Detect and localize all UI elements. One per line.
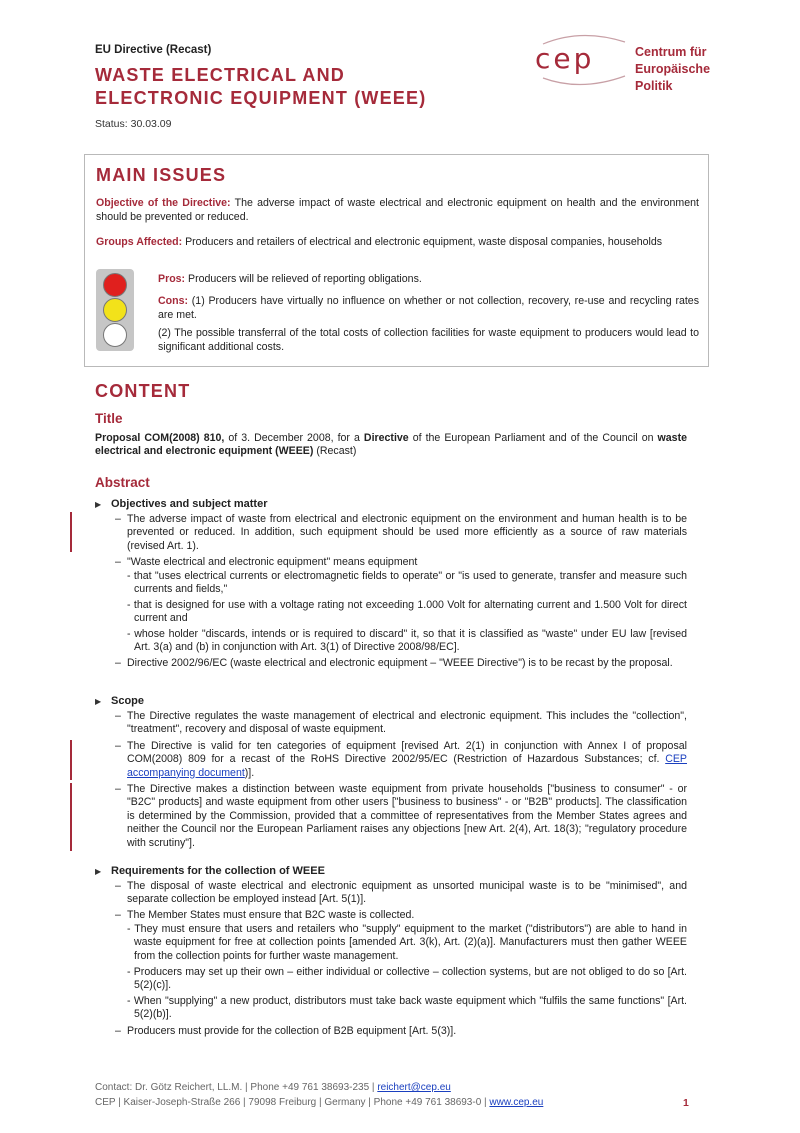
scope-item-2-end: )]. <box>244 766 255 779</box>
section-objectives-label: Objectives and subject matter <box>111 498 268 510</box>
scope-item-2 <box>127 740 687 780</box>
white-light <box>103 323 127 347</box>
objectives-sub-2: - that is designed for use with a voltage rating not exceeding 1.000 Volt for alternating current and 1.500 Volt for direct current and <box>127 599 687 625</box>
main-issues-box <box>84 154 709 367</box>
footer-contact <box>95 1082 451 1093</box>
requirements-item-3: Producers must provide for the collection of B2B equipment [Art. 5(3)]. <box>127 1025 457 1037</box>
email-link[interactable]: reichert@cep.eu <box>377 1082 451 1093</box>
cep-accompanying-document-link[interactable]: CEP accompanying document <box>127 753 687 779</box>
requirements-item-1: The disposal of waste electrical and electronic equipment as unsorted municipal waste is to be "minimised", and separate collection be employed instead [Art. 5(1)]. <box>127 880 687 906</box>
pros-paragraph <box>158 272 699 286</box>
dash-icon: – <box>115 513 121 525</box>
title-heading: Title <box>95 411 123 426</box>
objectives-sub-3: - whose holder "discards, intends or is required to discard" it, so that it is classified as "waste" under EU law [revised Art. 3(a) and (b) in conjunction with Art. 3(1) of Directive 2008/98/EC]. <box>127 628 687 654</box>
dash-icon: – <box>115 657 121 669</box>
objective-label: Objective of the Directive: <box>96 197 231 209</box>
pros-label: Pros: <box>158 273 186 285</box>
objective-text: The adverse impact of waste electrical and electronic equipment on health and the environment should be prevented or reduced. <box>96 197 699 223</box>
proposal-directive: Directive <box>363 432 409 444</box>
objectives-sub-1: - that "uses electrical currents or electromagnetic fields to operate" or "is used to generate, transfer and measure such currents and fields," <box>127 570 687 596</box>
logo-line-2: Europäische Politik <box>635 62 711 93</box>
proposal-text-3: (Recast) <box>313 445 357 458</box>
section-requirements-label: Requirements for the collection of WEEE <box>111 865 325 877</box>
website-link[interactable]: www.cep.eu <box>489 1097 544 1108</box>
objective-paragraph <box>96 196 699 224</box>
document-title <box>95 64 426 110</box>
title-line-1: WASTE ELECTRICAL AND <box>95 65 346 85</box>
objectives-item-2: "Waste electrical and electronic equipment" means equipment <box>127 556 418 568</box>
triangle-bullet-icon: ▶ <box>95 697 102 706</box>
requirements-sub-3: - When "supplying" a new product, distributors must take back waste equipment which "fulfils the same functions" [Art. 5(2)(b)]. <box>127 995 687 1021</box>
dash-icon: – <box>115 556 121 568</box>
dash-icon: – <box>115 909 121 921</box>
cons-paragraph-1 <box>158 294 699 322</box>
scope-item-3: The Directive makes a distinction between waste equipment from private households ["business to consumer" - or "B2C" products] and waste equipment from other users ["business to business" - or "B2B" products]. The classification is determined by the Commission, provided that a committee of representatives from the Member States agrees and neither the Council nor the European Parliament raises any objections [new Art. 2(4), Art. 18(3); "regulatory procedure with scrutiny"]. <box>127 783 687 849</box>
page-number: 1 <box>683 1097 689 1109</box>
cons-paragraph-2: (2) The possible transferral of the total costs of collection facilities for waste equipment to producers would lead to significant additional costs. <box>158 327 699 353</box>
change-bar <box>70 783 72 851</box>
triangle-bullet-icon: ▶ <box>95 867 102 876</box>
footer-address-text: CEP | Kaiser-Joseph-Straße 266 | 79098 Freiburg | Germany | Phone +49 761 38693-0 | <box>95 1097 490 1108</box>
section-scope <box>95 695 144 707</box>
dash-icon: – <box>115 710 121 722</box>
section-objectives <box>95 498 268 510</box>
requirements-sub-1: - They must ensure that users and retailers who "supply" equipment to the market ("distributors") are able to hand in waste equipment for free at collection points [amended Art. 3(k), Art. (2)(a)]. Manufacturers must then gather WEEE from the collection points for further waste management. <box>127 923 687 962</box>
scope-item-2-text: The Directive is valid for ten categories of equipment [revised Art. 2(1) in conjunction with Annex I of proposal COM(2008) 809 for a recast of the RoHS Directive 2002/95/EC (Restriction of Hazardous Substances; cf. <box>127 740 687 766</box>
dash-icon: – <box>115 880 121 892</box>
triangle-bullet-icon: ▶ <box>95 500 102 509</box>
proposal-text-1: of 3. December 2008, for a <box>224 432 364 444</box>
logo-text <box>635 44 735 95</box>
section-requirements <box>95 865 325 877</box>
yellow-light <box>103 298 127 322</box>
change-bar <box>70 740 72 780</box>
proposal-number: Proposal COM(2008) 810, <box>95 432 225 444</box>
footer-contact-text: Contact: Dr. Götz Reichert, LL.M. | Phone +49 761 38693-235 | <box>95 1082 378 1093</box>
requirements-sub-2: - Producers may set up their own – either individual or collective – collection systems, but are not obliged to do so [Art. 5(2)(c)]. <box>127 966 687 992</box>
proposal-title <box>95 432 687 459</box>
main-issues-heading: MAIN ISSUES <box>96 165 227 185</box>
groups-paragraph <box>96 235 699 249</box>
content-heading: CONTENT <box>95 381 191 401</box>
dash-icon: – <box>115 740 121 752</box>
objectives-item-3: Directive 2002/96/EC (waste electrical and electronic equipment – "WEEE Directive") is to be recast by the proposal. <box>127 657 673 669</box>
proposal-text-2: of the European Parliament and of the Council on <box>408 432 658 444</box>
red-light <box>103 273 127 297</box>
change-bar <box>70 512 72 552</box>
cons-text-1: (1) Producers have virtually no influence on whether or not collection, recovery, re-use and recycling rates are met. <box>158 295 699 321</box>
scope-item-1: The Directive regulates the waste management of electrical and electronic equipment. This includes the "collection", "treatment", recovery and disposal of waste equipment. <box>127 710 687 736</box>
cep-logo <box>535 30 735 93</box>
title-line-2: ELECTRONIC EQUIPMENT (WEEE) <box>95 88 427 108</box>
logo-line-1: Centrum für <box>635 45 707 59</box>
section-scope-label: Scope <box>111 695 145 707</box>
abstract-heading: Abstract <box>95 475 150 490</box>
proposal-subject: waste electrical and electronic equipment (WEEE) <box>95 432 687 458</box>
cons-label: Cons: <box>158 295 189 307</box>
requirements-item-2: The Member States must ensure that B2C waste is collected. <box>127 909 415 921</box>
traffic-light-icon <box>96 269 134 351</box>
status-date: Status: 30.03.09 <box>95 118 172 130</box>
groups-label: Groups Affected: <box>96 236 183 248</box>
dash-icon: – <box>115 1025 121 1037</box>
dash-icon: – <box>115 783 121 795</box>
footer-address <box>95 1097 543 1108</box>
document-type: EU Directive (Recast) <box>95 44 212 56</box>
logo-mark: cep <box>535 42 595 75</box>
objectives-item-1: The adverse impact of waste from electrical and electronic equipment on the environment and human health is to be prevented or reduced. In addition, such equipment should be used more efficiently as a source of raw materials (revised Art. 1). <box>127 513 687 552</box>
groups-text: Producers and retailers of electrical and electronic equipment, waste disposal companies, households <box>182 236 663 248</box>
pros-text: Producers will be relieved of reporting obligations. <box>185 273 422 285</box>
